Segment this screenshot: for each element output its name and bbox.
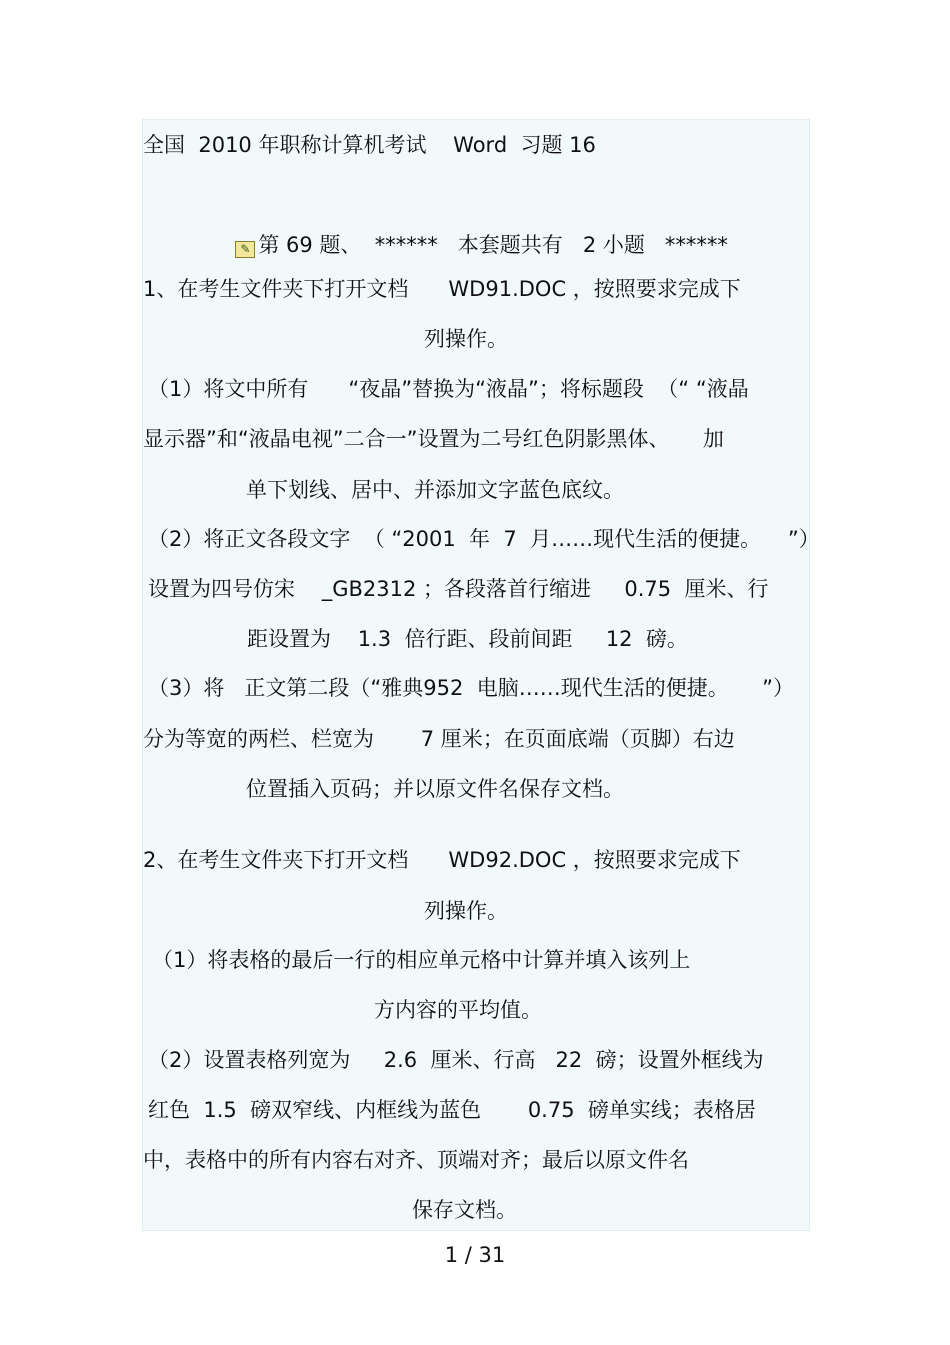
q1-step1-line1: （1）将文中所有 “夜晶”替换为“液晶”；将标题段 （“ “液晶 <box>148 377 749 401</box>
q1-step1-line2: 显示器”和“液晶电视”二合一”设置为二号红色阴影黑体、 加 <box>143 427 724 451</box>
q1-step1-line3: 单下划线、居中、并添加文字蓝色底纹。 <box>246 478 624 502</box>
q1-step2-line2: 设置为四号仿宋 _GB2312 ；各段落首行缩进 0.75 厘米、行 <box>148 577 769 601</box>
q1-step2-line3: 距设置为 1.3 倍行距、段前间距 12 磅。 <box>247 627 688 651</box>
q2-intro-line1: 2、在考生文件夹下打开文档 WD92.DOC ，按照要求完成下 <box>143 848 741 872</box>
page-number: 1 / 31 <box>444 1243 506 1267</box>
q2-step1-line1: （1）将表格的最后一行的相应单元格中计算并填入该列上 <box>152 948 691 972</box>
section-header-row <box>222 203 728 259</box>
q2-step2-line4: 保存文档。 <box>412 1198 517 1222</box>
q1-intro-line2: 列操作。 <box>424 327 508 351</box>
q1-intro-line1: 1、在考生文件夹下打开文档 WD91.DOC ，按照要求完成下 <box>143 277 741 301</box>
q2-intro-line2: 列操作。 <box>424 899 508 923</box>
document-title: 全国 2010 年职称计算机考试 Word 习题 16 <box>143 133 596 157</box>
q1-step2-line1: （2）将正文各段文字 （ “2001 年 7 月……现代生活的便捷。 ”） <box>148 527 820 551</box>
q2-step2-line3: 中，表格中的所有内容右对齐、顶端对齐；最后以原文件名 <box>143 1148 689 1172</box>
section-header: 第 69 题、 ****** 本套题共有 2 小题 ****** <box>258 233 728 257</box>
q2-step2-line1: （2）设置表格列宽为 2.6 厘米、行高 22 磅；设置外框线为 <box>148 1048 764 1072</box>
edit-pencil-icon: ✎ <box>235 241 255 258</box>
q2-step2-line2: 红色 1.5 磅双窄线、内框线为蓝色 0.75 磅单实线；表格居 <box>148 1098 756 1122</box>
q1-step3-line2: 分为等宽的两栏、栏宽为 7 厘米；在页面底端（页脚）右边 <box>143 727 735 751</box>
q1-step3-line3: 位置插入页码；并以原文件名保存文档。 <box>246 777 624 801</box>
q2-step1-line2: 方内容的平均值。 <box>374 998 542 1022</box>
q1-step3-line1: （3）将 正文第二段（“雅典952 电脑……现代生活的便捷。 ”） <box>148 676 794 700</box>
